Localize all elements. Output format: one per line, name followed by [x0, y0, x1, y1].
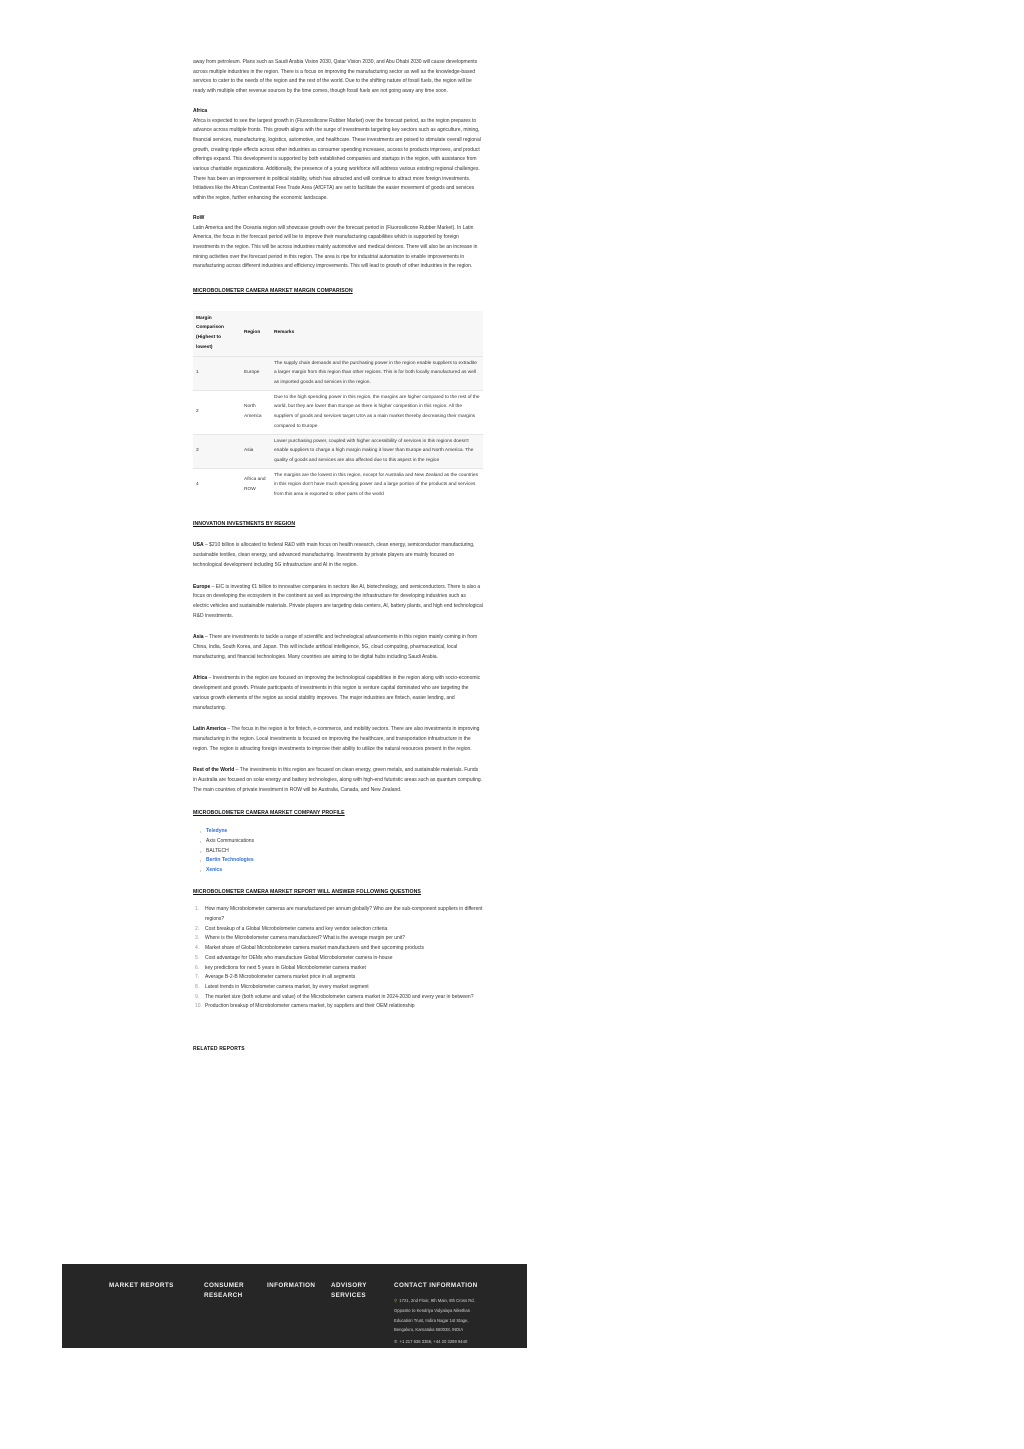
footer-consumer-research[interactable]: CONSUMER RESEARCH	[204, 1282, 244, 1299]
phone-icon: ✆	[394, 1339, 398, 1344]
questions-list	[193, 905, 483, 1012]
list-item: 8. Latest trends in Microbolometer camera market, by every market segment	[195, 983, 369, 990]
company-item-axis	[201, 837, 483, 847]
list-item: 5. Cost advantage for OEMs who manufacture Global Microbolometer camera in-house	[195, 954, 393, 961]
innovation-text: – There are investments to tackle a range of scientific and technological advancements in this region mainly coming in from China, India, South Korea, and Japan. This will include artificial intelligence, 5G, cloud computing, pharmaceutical, local manufacturing, and financial technologies. Many countries are aiming to be digital hubs including Saudi Arabia.	[193, 634, 478, 660]
innovation-text: – The focus in the region is for fintech, e-commerce, and mobility sectors. There are also investments in improving manufacturing in the region. Local investments is focused on improving the healthcare, and transportation infrastructure in the region. The region is attracting foreign investments to improve their ability to utilize the natural resources present in the region.	[193, 726, 480, 752]
column-header-remarks: Remarks	[271, 311, 483, 356]
table-row	[193, 356, 483, 390]
company-list	[193, 827, 483, 875]
innovation-label: Latin America	[193, 726, 226, 733]
list-item: 6. key predictions for next 5 years in Global Microbolometer camera market	[195, 964, 366, 971]
question-text: Market share of Global Microbolometer camera market manufacturers and their upcoming products	[205, 945, 424, 952]
footer-phone[interactable]	[394, 1339, 467, 1344]
list-item: 1. How many Microbolometer cameras are manufactured per annum globally? Who are the sub-component suppliers in different regions?	[195, 906, 483, 923]
innovation-text: – EIC is investing €1 billion to innovative companies in sectors like AI, biotechnology, and semiconductors. There is also a focus on developing the ecosystem in the continent as well as improving the infrastructure for developing industries such as electric vehicles and sustainable materials. Private players are targeting data centers, AI, battery plants, and high end technological R&D investments.	[193, 583, 483, 619]
africa-title: Africa	[193, 107, 208, 114]
rank-cell: 1	[193, 356, 241, 390]
footer-contact-information: CONTACT INFORMATION	[394, 1282, 478, 1289]
row-text: Latin America and the Oceania region will showcase growth over the forecast period in (Fluorosilicone Rubber Market). In Latin America, the focus in the forecast period will be to improve their manufacturing capabilities which is supported by foreign investments in the region. This will be across industries mainly automotive and medical devices. There will also be an increase in mining activities over the forecast period in this region. The area is ripe for industrial automation to enable improvements in manufacturing across different industries and efficiency improvements. This will lead to growth of other industries in the region.	[193, 224, 478, 270]
innovation-label: USA	[193, 542, 204, 549]
list-item: 7. Average B-2-B Microbolometer camera market price in all segments	[195, 974, 356, 981]
list-item: 9. The market size (both volume and value) of the Microbolometer camera market in 2024-2030 and every year in between?	[195, 993, 474, 1000]
innovation-text: – Investments in the region are focused on improving the technological capabilities in the region along with socio-economic development and growth. Private participants of investments in this region is venture capital dominated who are targeting the various growth elements of the region as social stability improves. The major industries are fintech, easier lending, and manufacturing.	[193, 675, 481, 711]
margin-comparison-heading: MICROBOLOMETER CAMERA MARKET MARGIN COMPARISON	[193, 288, 353, 295]
innovation-label: Rest of the World	[193, 767, 235, 774]
article-body	[193, 58, 483, 1055]
rank-cell: 3	[193, 434, 241, 468]
list-item: 3. Where is the Microbolometer camera manufactured? What is the average margin per unit?	[195, 935, 406, 942]
question-text: Latest trends in Microbolometer camera market, by every market segment	[205, 983, 369, 990]
list-item: 4. Market share of Global Microbolometer camera market manufacturers and their upcoming products	[195, 945, 424, 952]
company-link-xenics[interactable]	[201, 866, 483, 876]
address-text: 1721, 2nd Floor, 9th Main, 9th Cross Rd, Opposite to Kendriya Vidyalaya Nikethan Education Trust, Indira Nagar 1st Stage, Bengaluru, Karnataka 560038, INDIA	[394, 1298, 475, 1333]
location-pin-icon: ⚲	[394, 1298, 398, 1303]
list-item: 2. Cost breakup of a Global Microbolometer camera and key vendor selection criteria	[195, 925, 388, 932]
footer-information[interactable]: INFORMATION	[267, 1282, 316, 1289]
innovation-item-usa	[193, 541, 483, 570]
remarks-cell: Lower purchasing power, coupled with higher accessibility of services in this regions doesn't enable suppliers to charge a high margin making it lower than Europe and North America. The quality of goods and services are also affected due to this aspect in the region	[271, 434, 483, 468]
question-text: How many Microbolometer cameras are manufactured per annum globally? Who are the sub-component suppliers in different regions?	[205, 906, 483, 923]
column-header-region: Region	[241, 311, 271, 356]
company-profile-heading: MICROBOLOMETER CAMERA MARKET COMPANY PROFILE	[193, 810, 345, 817]
innovation-label: Asia	[193, 634, 204, 641]
innovation-item-rest-of-world	[193, 766, 483, 795]
region-cell: Europe	[241, 356, 271, 390]
list-item: 10. Production breakup of Microbolometer camera market, by suppliers and their OEM relationship	[195, 1003, 415, 1010]
company-link-teledyne[interactable]	[201, 827, 483, 837]
rank-cell: 4	[193, 468, 241, 502]
question-text: Average B-2-B Microbolometer camera market price in all segments	[205, 974, 356, 981]
table-row	[193, 434, 483, 468]
footer-address	[394, 1296, 484, 1335]
company-name[interactable]: Xenics	[206, 866, 223, 873]
related-reports-heading: RELATED REPORTS	[193, 1046, 245, 1053]
rank-cell: 2	[193, 390, 241, 434]
innovation-text: – The investments in this region are focused on clean energy, green metals, and sustainable materials. Funds in Australia are focused on solar energy and battery technologies, along with high-end futuristic areas such as quantum computing. The main countries of private investment in ROW will be Australia, Canada, and New Zealand.	[193, 767, 483, 793]
company-link-bertin[interactable]	[201, 856, 483, 866]
margin-comparison-table	[193, 311, 483, 502]
table-row	[193, 468, 483, 502]
remarks-cell: The margins are the lowest in this region, except for Australia and New Zealand as the countries in this region don't have much spending power and a large portion of the products and services from this area is exported to other parts of the world	[271, 468, 483, 502]
innovation-heading: INNOVATION INVESTMENTS BY REGION	[193, 520, 296, 527]
company-name[interactable]: Teledyne	[206, 828, 228, 835]
question-text: Where is the Microbolometer camera manufactured? What is the average margin per unit?	[205, 935, 406, 942]
phone-text[interactable]: +1 217 636 3356, +44 20 3289 9440	[399, 1339, 468, 1344]
innovation-text: – $210 billion is allocated to federal R&D with main focus on health research, clean energy, semiconductor manufacturing, sustainable textiles, clean energy, and advanced manufacturing. Investments by private players are mainly focused on technological development including 5G infrastructure and AI in the region.	[193, 542, 475, 568]
company-name: BALTECH	[206, 847, 229, 854]
footer-advisory-services[interactable]: ADVISORY SERVICES	[331, 1282, 367, 1299]
table-row	[193, 390, 483, 434]
region-cell: Asia	[241, 434, 271, 468]
remarks-cell: Due to the high spending power in this region, the margins are higher compared to the rest of the world, but they are lower than Europe as there is higher competition in this region. All the suppliers of goods and services target USA as a main market thereby decreasing their margins compared to Europe	[271, 390, 483, 434]
region-cell: Africa and ROW	[241, 468, 271, 502]
innovation-item-latin-america	[193, 725, 483, 754]
africa-text: Africa is expected to see the largest growth in (Fluorosilicone Rubber Market) over the forecast period, as the region prepares to advance across multiple fronts. This growth aligns with the surge of investments targeting key sectors such as agriculture, mining, financial services, manufacturing, logistics, automotive, and healthcare. These investments are poised to stimulate overall regional growth, creating ripple effects across other industries as consumer spending increases, access to products improves, and product offerings expand. This development is supported by both established companies and startups in the region, with assistance from various charitable organizations. Additionally, the presence of a young workforce will address various existing regional challenges. There has been an improvement in political stability, which has attracted and will continue to attract more foreign investments. Initiatives like the African Continental Free Trade Area (AfCFTA) are set to facilitate the easier movement of goods and services within the region, further enhancing the economic landscape.	[193, 117, 481, 202]
remarks-cell: The supply chain demands and the purchasing power in the region enable suppliers to extradite a larger margin from this region than other regions. This is for both locally manufactured as well as imported goods and services in the region.	[271, 356, 483, 390]
innovation-label: Europe	[193, 583, 211, 590]
company-item-baltech	[201, 847, 483, 857]
footer-market-reports[interactable]: MARKET REPORTS	[109, 1282, 174, 1289]
questions-heading: MICROBOLOMETER CAMERA MARKET REPORT WILL ANSWER FOLLOWING QUESTIONS	[193, 888, 421, 895]
innovation-label: Africa	[193, 675, 208, 682]
company-name[interactable]: Bertin Technologies	[206, 857, 254, 864]
question-text: Cost advantage for OEMs who manufacture Global Microbolometer camera in-house	[205, 954, 393, 961]
question-text: key predictions for next 5 years in Global Microbolometer camera market	[205, 964, 366, 971]
site-footer	[62, 1264, 527, 1348]
region-cell: North America	[241, 390, 271, 434]
company-name: Axis Communications	[206, 837, 255, 844]
innovation-item-asia	[193, 633, 483, 662]
innovation-item-europe	[193, 583, 483, 622]
innovation-item-africa	[193, 674, 483, 713]
question-text: The market size (both volume and value) of the Microbolometer camera market in 2024-2030 and every year in between?	[205, 993, 474, 1000]
row-title: RoW	[193, 214, 205, 221]
column-header-margin: Margin Comparison (Highest to lowest)	[193, 311, 241, 356]
question-text: Production breakup of Microbolometer camera market, by suppliers and their OEM relationship	[205, 1003, 415, 1010]
intro-paragraph: away from petroleum. Plans such as Saudi Arabia Vision 2030, Qatar Vision 2030, and Abu Dhabi 2030 will cause developments across multiple industries in the region. There is a focus on improving the manufacturing sector as well as the knowledge-based services to cater to the needs of the region and the rest of the world. Due to the shifting nature of fossil fuels, the region will be ready with multiple other revenue sources by the time comes, though fossil fuels are not going away any time soon.	[193, 59, 478, 95]
question-text: Cost breakup of a Global Microbolometer camera and key vendor selection criteria	[205, 925, 388, 932]
